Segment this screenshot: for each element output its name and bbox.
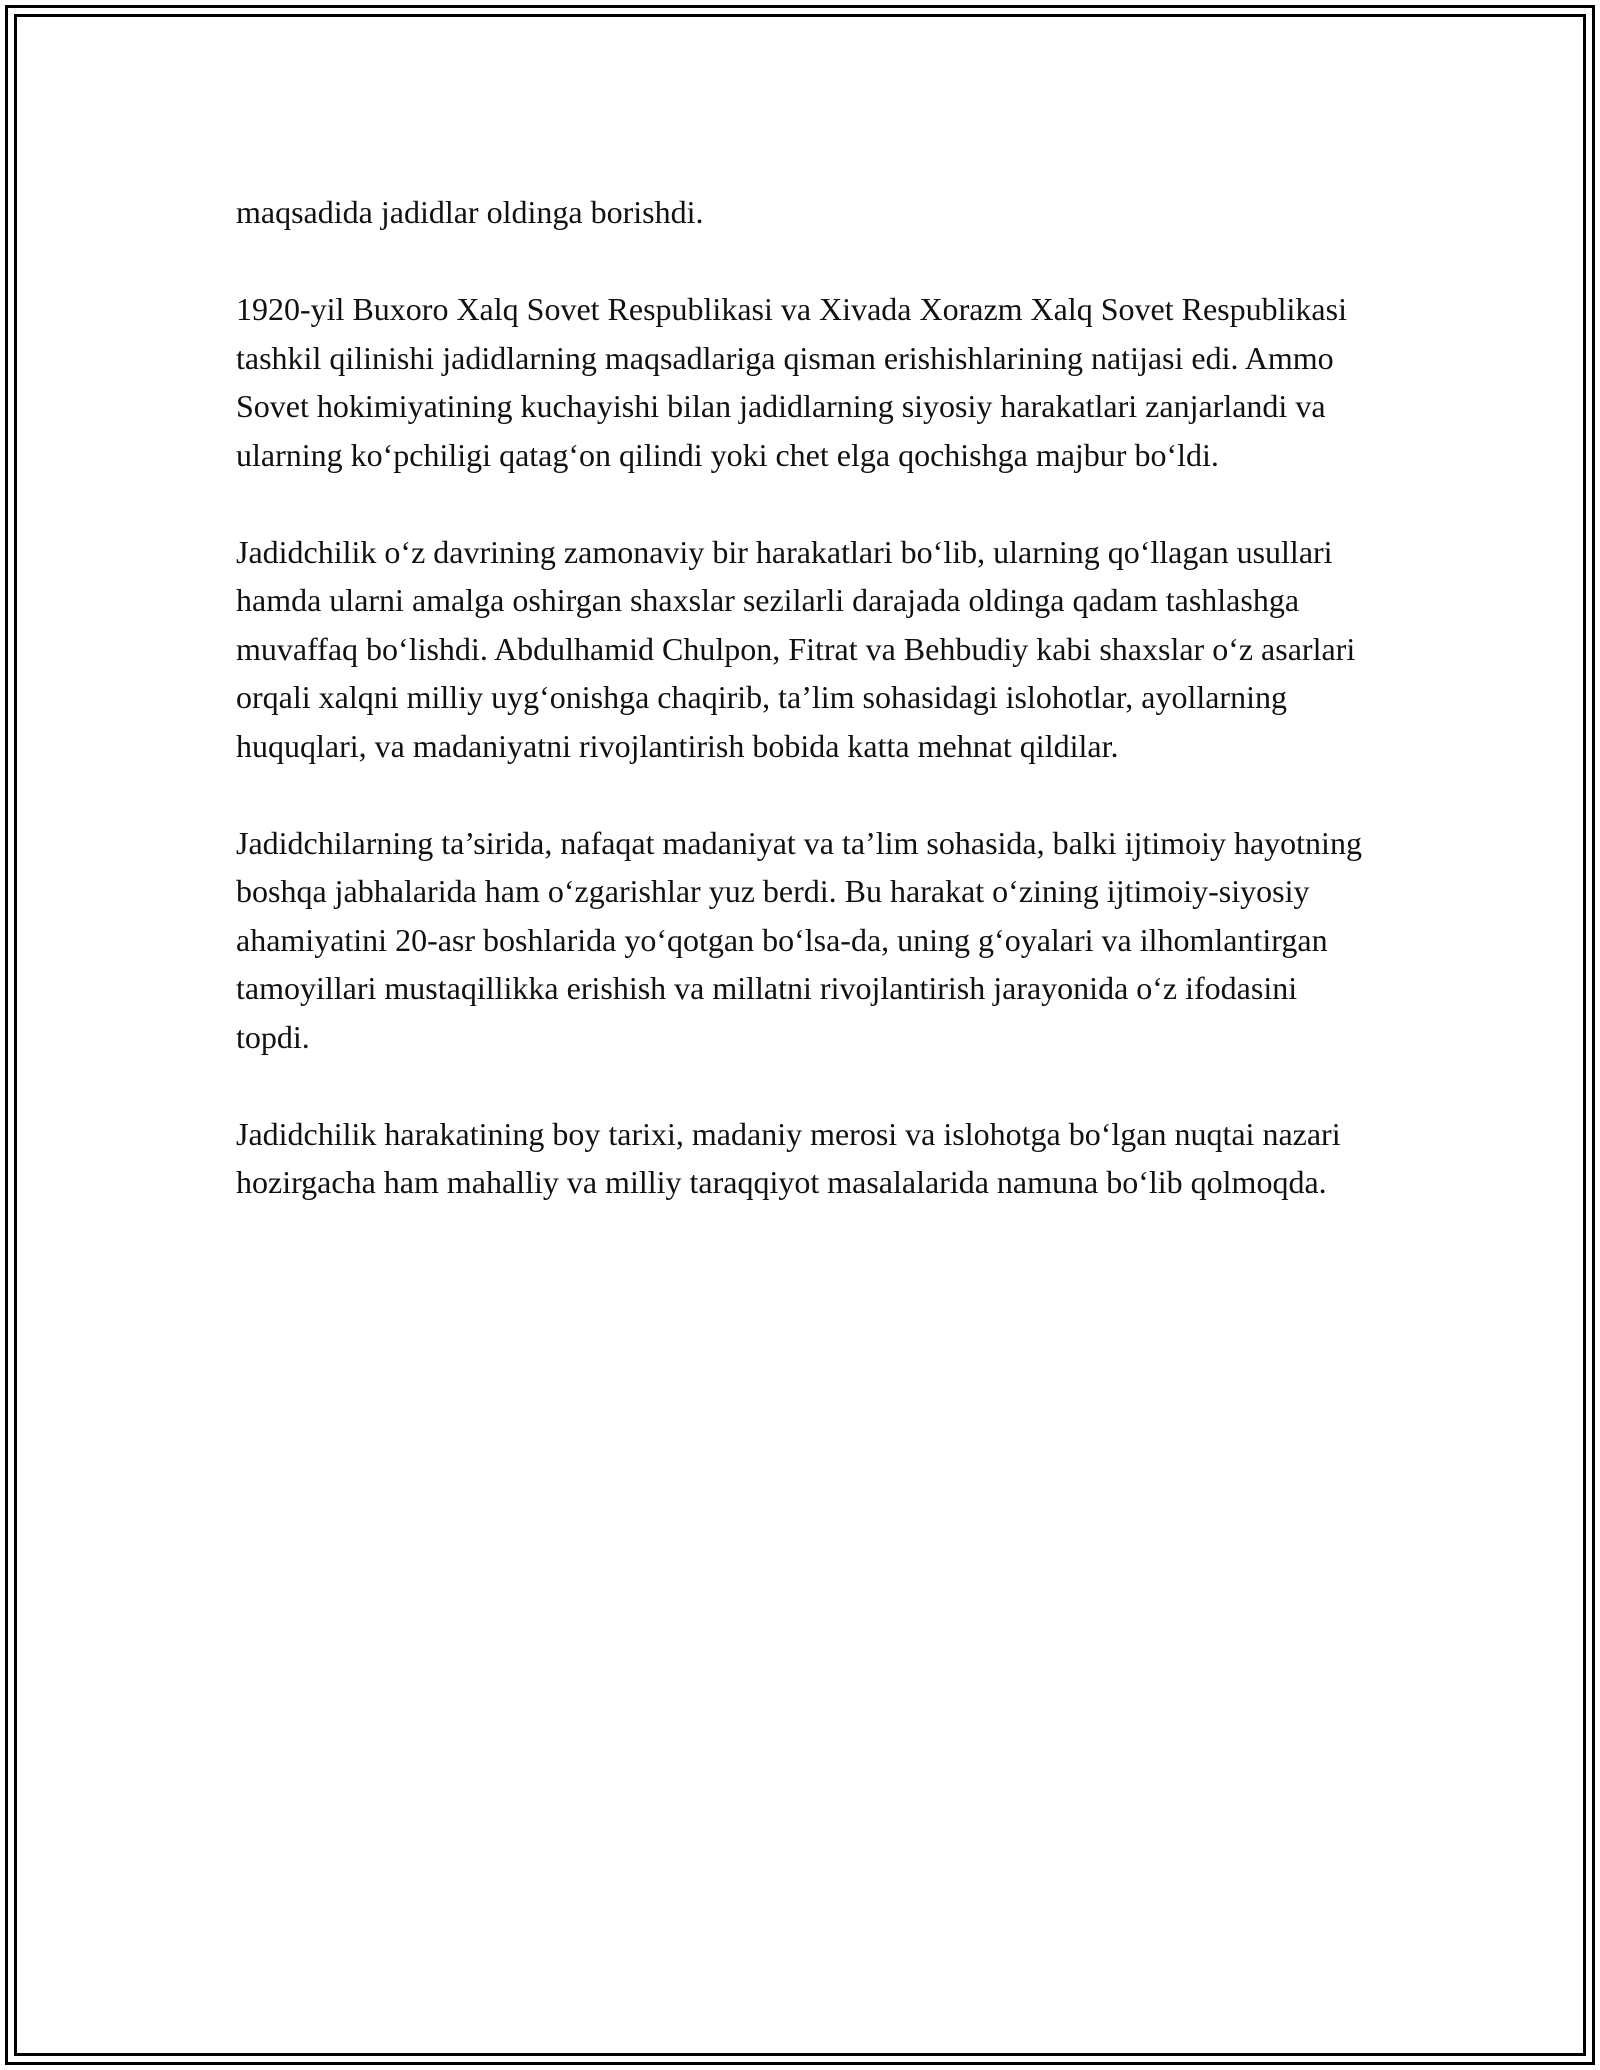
paragraph-4: Jadidchilarning ta’sirida, nafaqat madaniyat va ta’lim sohasida, balki ijtimoiy hayotning boshqa jabhalarida ham o‘zgarishlar yuz berdi. Bu harakat o‘zining ijtimoiy-siyosiy ahamiyatini 20-asr boshlarida yo‘qotgan bo‘lsa-da, uning g‘oyalari va ilhomlantirgan tamoyillari mustaqillikka erishish va millatni rivojlantirish jarayonida o‘z ifodasini topdi. — [236, 824, 1362, 1055]
paragraph-3: Jadidchilik o‘z davrining zamonaviy bir harakatlari bo‘lib, ularning qo‘llagan usullari hamda ularni amalga oshirgan shaxslar sezilarli darajada oldinga qadam tashlashga muvaffaq bo‘lishdi. Abdulhamid Chulpon, Fitrat va Behbudiy kabi shaxslar o‘z asarlari orqali xalqni milliy uyg‘onishga chaqirib, ta’lim sohasidagi islohotlar, ayollarning huquqlari, va madaniyatni rivojlantirish bobida katta mehnat qildilar. — [236, 533, 1356, 764]
paragraph-5: Jadidchilik harakatining boy tarixi, madaniy merosi va islohotga bo‘lgan nuqtai nazari hozirgacha ham mahalliy va milliy taraqqiyot masalalarida namuna bo‘lib qolmoqda. — [236, 1115, 1341, 1200]
document-body — [236, 188, 1366, 1207]
paragraph-1: maqsadida jadidlar oldinga borishdi. — [236, 194, 704, 230]
paragraph-2: 1920-yil Buxoro Xalq Sovet Respublikasi va Xivada Xorazm Xalq Sovet Respublikasi tashkil qilinishi jadidlarning maqsadlariga qisman erishishlarining natijasi edi. Ammo Sovet hokimiyatining kuchayishi bilan jadidlarning siyosiy harakatlari zanjarlandi va ularning ko‘pchiligi qatag‘on qilindi yoki chet elga qochishga majbur bo‘ldi. — [236, 291, 1347, 473]
